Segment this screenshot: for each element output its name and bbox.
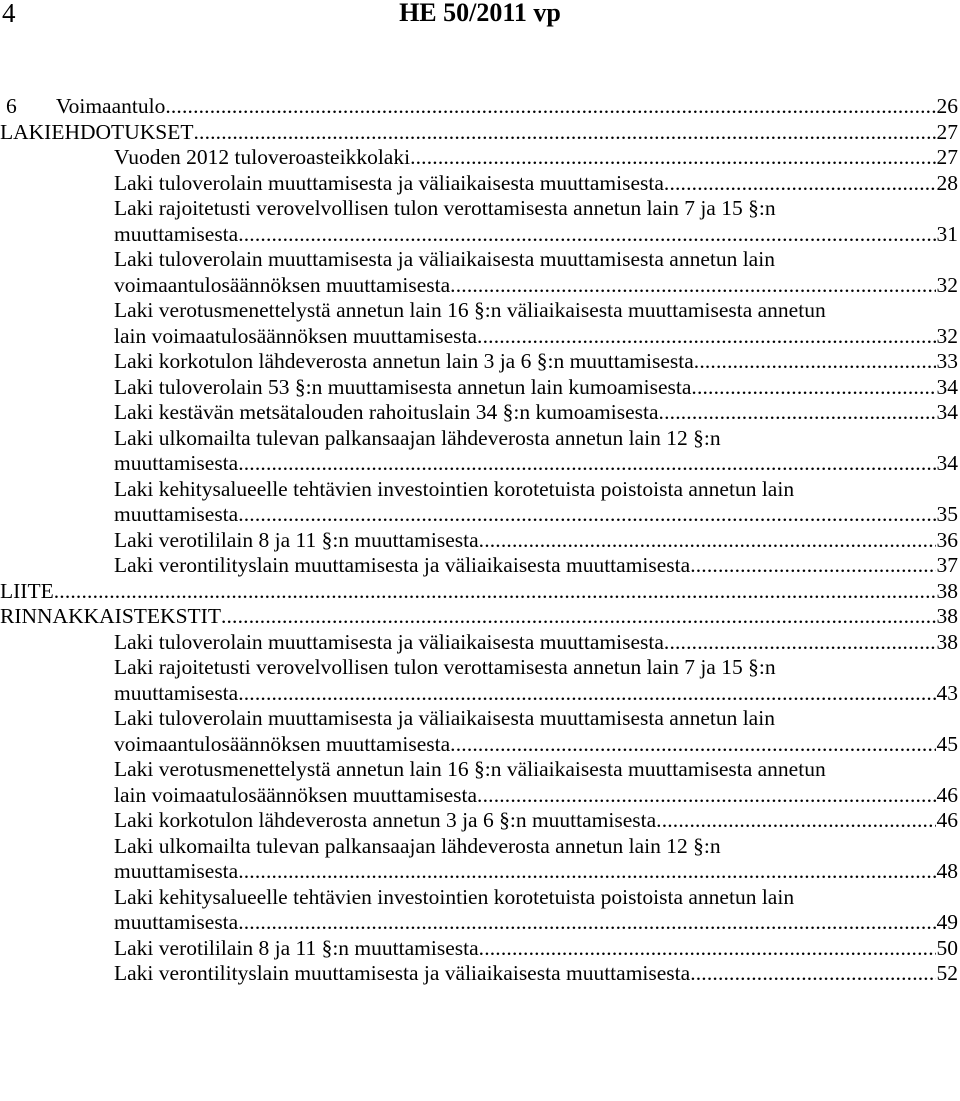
- toc-leader: [450, 273, 935, 299]
- toc-page-number: 28: [936, 170, 958, 195]
- toc-page-number: 33: [936, 349, 958, 373]
- toc-entry[interactable]: [0, 451, 958, 477]
- toc-leader: [238, 451, 935, 477]
- toc-page-number: 34: [936, 451, 958, 475]
- toc-entry-title-line[interactable]: Laki verotusmenettelystä annetun lain 16 §:n väliaikaisesta muuttamisesta annetun: [114, 757, 826, 781]
- toc-page-number: 50: [936, 935, 958, 960]
- toc-page-number: 52: [936, 961, 958, 985]
- toc-entry-title: muuttamisesta: [114, 910, 239, 934]
- toc-entry-title-line[interactable]: Laki kehitysalueelle tehtävien investointien korotetuista poistoista annetun lain: [114, 476, 795, 501]
- toc-entry-title: Voimaantulo: [55, 94, 166, 118]
- toc-entry-title-line[interactable]: Laki verotusmenettelystä annetun lain 16 §:n väliaikaisesta muuttamisesta annetun: [114, 298, 826, 322]
- toc-entry-title: lain voimaatulosäännöksen muuttamisesta: [114, 782, 478, 807]
- toc-page-number: 34: [936, 374, 958, 399]
- toc-entry[interactable]: [0, 502, 958, 528]
- toc-entry-title-line[interactable]: Laki rajoitetusti verovelvollisen tulon verottamisesta annetun lain 7 ja 15 §:n: [114, 196, 776, 220]
- toc-page-number: 26: [936, 94, 958, 118]
- toc-entry[interactable]: [0, 324, 958, 350]
- toc-leader: [221, 604, 936, 630]
- toc-entry-title-line[interactable]: Laki ulkomailta tulevan palkansaajan lähdeverosta annetun lain 12 §:n: [114, 425, 721, 450]
- toc-page-number: 31: [936, 221, 958, 246]
- toc-leader: [54, 579, 936, 605]
- toc-entry-title: muuttamisesta: [114, 502, 239, 526]
- toc-page-number: 43: [936, 680, 958, 705]
- toc-leader: [656, 808, 935, 834]
- toc-leader: [193, 120, 935, 146]
- toc-leader: [238, 859, 935, 885]
- table-of-contents: [0, 94, 958, 987]
- toc-entry[interactable]: [0, 604, 958, 630]
- toc-entry-title: muuttamisesta: [114, 680, 239, 705]
- toc-entry-title: muuttamisesta: [114, 451, 239, 475]
- toc-leader: [479, 528, 936, 554]
- toc-page-number: 34: [936, 400, 958, 424]
- toc-leader: [690, 961, 935, 987]
- toc-entry-title: Laki kestävän metsätalouden rahoituslain 34 §:n kumoamisesta: [114, 400, 659, 424]
- toc-entry-title: voimaantulosäännöksen muuttamisesta: [114, 272, 451, 297]
- toc-page-number: 36: [936, 527, 958, 552]
- toc-entry-title: muuttamisesta: [114, 221, 239, 246]
- toc-page-number: 27: [936, 119, 958, 144]
- toc-entry[interactable]: [0, 145, 958, 171]
- toc-entry-title-line[interactable]: Laki tuloverolain muuttamisesta ja väliaikaisesta muuttamisesta annetun lain: [114, 706, 775, 730]
- toc-leader: [410, 145, 935, 171]
- toc-leader: [450, 732, 935, 758]
- toc-entry-title: Laki tuloverolain muuttamisesta ja väliaikaisesta muuttamisesta: [114, 170, 664, 195]
- toc-page-number: 45: [936, 731, 958, 756]
- toc-leader: [691, 375, 935, 401]
- toc-entry[interactable]: [0, 222, 958, 248]
- toc-entry[interactable]: [0, 553, 958, 579]
- toc-entry[interactable]: [0, 808, 958, 834]
- toc-page-number: 46: [936, 808, 958, 832]
- toc-entry[interactable]: [0, 936, 958, 962]
- toc-entry-title: voimaantulosäännöksen muuttamisesta: [114, 731, 451, 756]
- toc-entry-title: LIITE: [0, 578, 54, 603]
- toc-page-number: 38: [936, 604, 958, 628]
- toc-entry-title: Laki tuloverolain 53 §:n muuttamisesta annetun lain kumoamisesta: [114, 374, 692, 399]
- toc-leader: [238, 681, 935, 707]
- toc-entry-title-line[interactable]: Laki tuloverolain muuttamisesta ja väliaikaisesta muuttamisesta annetun lain: [114, 247, 775, 271]
- toc-entry[interactable]: [0, 783, 958, 809]
- toc-entry-title: muuttamisesta: [114, 859, 239, 883]
- toc-entry[interactable]: [0, 171, 958, 197]
- toc-entry[interactable]: [0, 681, 958, 707]
- toc-leader: [690, 553, 935, 579]
- toc-entry[interactable]: [0, 349, 958, 375]
- toc-entry[interactable]: [0, 630, 958, 656]
- toc-entry[interactable]: [0, 732, 958, 758]
- toc-leader: [664, 171, 936, 197]
- toc-page-number: 38: [936, 578, 958, 603]
- toc-leader: [477, 324, 935, 350]
- toc-entry-title: Laki tuloverolain muuttamisesta ja väliaikaisesta muuttamisesta: [114, 629, 664, 654]
- toc-leader: [165, 94, 935, 120]
- toc-entry-title: lain voimaatulosäännöksen muuttamisesta: [114, 323, 478, 348]
- toc-page-number: 32: [936, 323, 958, 348]
- toc-entry[interactable]: [0, 375, 958, 401]
- toc-entry[interactable]: [0, 94, 958, 120]
- toc-entry-title: Laki verotililain 8 ja 11 §:n muuttamisesta: [114, 935, 479, 960]
- toc-entry-title: Laki verontilityslain muuttamisesta ja väliaikaisesta muuttamisesta: [114, 553, 691, 577]
- toc-entry[interactable]: [0, 273, 958, 299]
- toc-leader: [238, 222, 935, 248]
- toc-page-number: 37: [936, 553, 958, 577]
- toc-leader: [694, 349, 936, 375]
- toc-entry-title: RINNAKKAISTEKSTIT: [0, 604, 221, 628]
- toc-entry-title: LAKIEHDOTUKSET: [0, 119, 194, 144]
- toc-page-number: 48: [936, 859, 958, 883]
- toc-leader: [238, 910, 935, 936]
- toc-entry-title-line[interactable]: Laki rajoitetusti verovelvollisen tulon verottamisesta annetun lain 7 ja 15 §:n: [114, 655, 776, 679]
- toc-entry-title: Vuoden 2012 tuloveroasteikkolaki: [114, 145, 411, 169]
- toc-leader: [477, 783, 935, 809]
- toc-page-number: 27: [936, 145, 958, 169]
- toc-entry-title: Laki korkotulon lähdeverosta annetun lain 3 ja 6 §:n muuttamisesta: [114, 349, 694, 373]
- toc-leader: [664, 630, 936, 656]
- toc-page-number: 49: [936, 910, 958, 934]
- toc-page-number: 38: [936, 629, 958, 654]
- toc-leader: [479, 936, 936, 962]
- toc-entry[interactable]: [0, 400, 958, 426]
- toc-entry[interactable]: [0, 910, 958, 936]
- document-id: HE 50/2011 vp: [399, 0, 561, 27]
- toc-entry-title-line[interactable]: Laki ulkomailta tulevan palkansaajan lähdeverosta annetun lain 12 §:n: [114, 833, 721, 858]
- page-number: 4: [2, 0, 16, 28]
- toc-page-number: 46: [936, 782, 958, 807]
- toc-leader: [659, 400, 936, 426]
- toc-entry[interactable]: [0, 961, 958, 987]
- toc-entry[interactable]: [0, 859, 958, 885]
- toc-entry-title: Laki korkotulon lähdeverosta annetun 3 ja 6 §:n muuttamisesta: [114, 808, 657, 832]
- toc-entry-title: Laki verotililain 8 ja 11 §:n muuttamisesta: [114, 527, 479, 552]
- toc-entry-title-line[interactable]: Laki kehitysalueelle tehtävien investointien korotetuista poistoista annetun lain: [114, 884, 795, 909]
- toc-entry[interactable]: [0, 120, 958, 146]
- toc-entry[interactable]: [0, 579, 958, 605]
- toc-leader: [238, 502, 935, 528]
- toc-section-number: 6: [6, 94, 17, 118]
- toc-entry-title: Laki verontilityslain muuttamisesta ja väliaikaisesta muuttamisesta: [114, 961, 691, 985]
- toc-page-number: 32: [936, 272, 958, 297]
- toc-page-number: 35: [936, 502, 958, 526]
- toc-entry[interactable]: [0, 528, 958, 554]
